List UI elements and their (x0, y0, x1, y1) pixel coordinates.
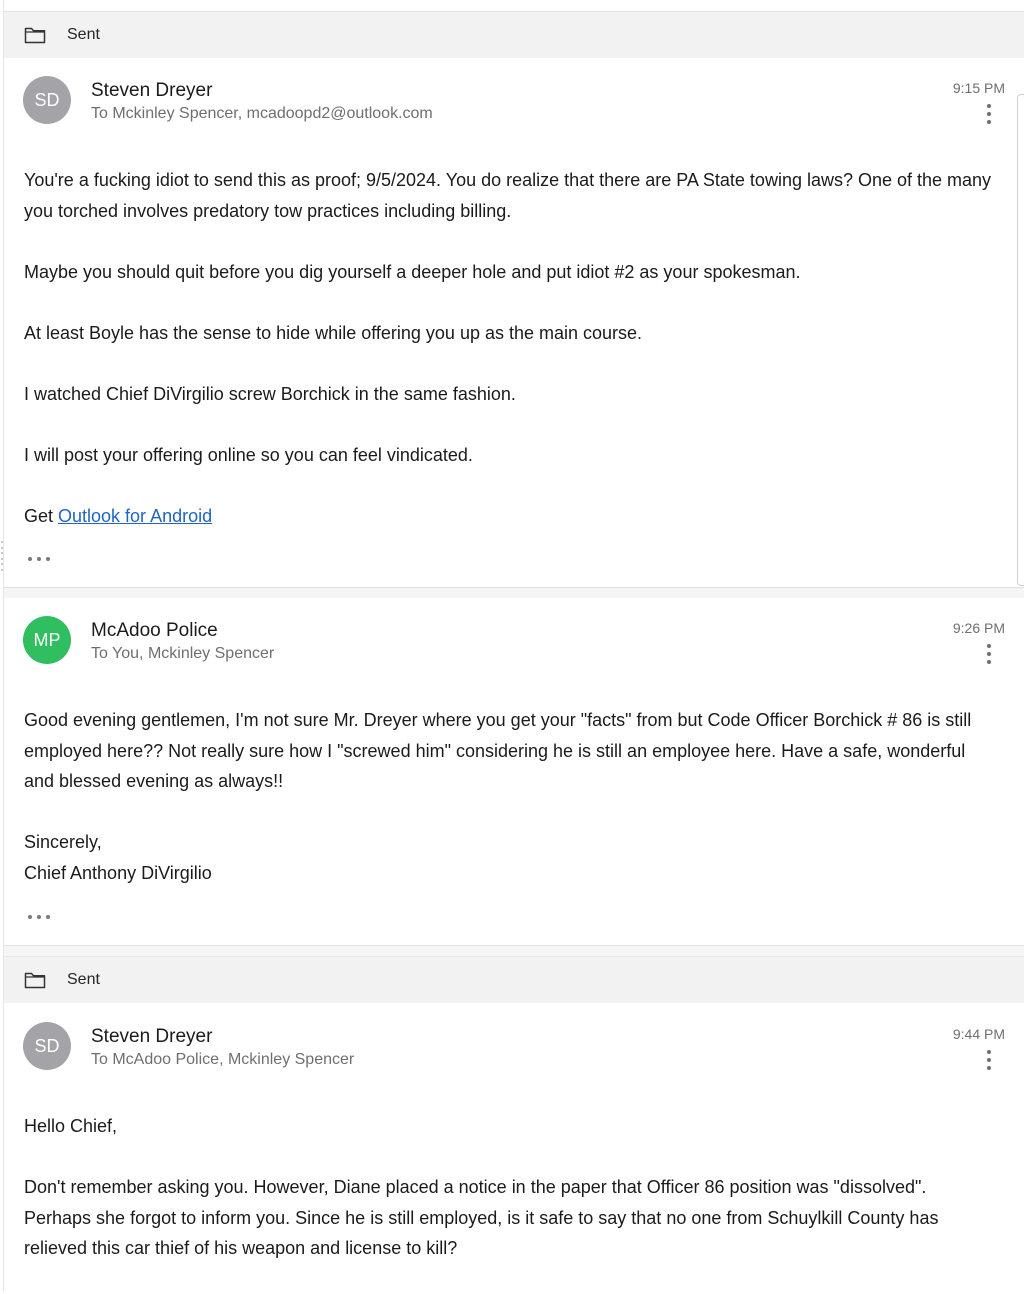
folder-label: Sent (67, 26, 100, 43)
recipients[interactable]: To McAdoo Police, Mckinley Spencer (91, 1051, 355, 1068)
body-paragraph: You're a fucking idiot to send this as proof; 9/5/2024. You do realize that there are PA State towing laws? One of the many you torched involves predatory tow practices including billing. (24, 170, 992, 221)
signature-prefix: Get (24, 505, 59, 526)
folder-icon (24, 968, 48, 992)
reading-pane (3, 0, 1024, 1292)
body-paragraph: Good evening gentlemen, I'm not sure Mr. Dreyer where you get your "facts" from but Code Officer Borchick # 86 is still employed here?? Not really sure how I "screwed him" considering he is still an employee here. Have a safe, wonderful and blessed evening as always!! (24, 710, 972, 791)
closing-name: Chief Anthony DiVirgilio (24, 862, 212, 883)
body-paragraph: I watched Chief DiVirgilio screw Borchick in the same fashion. (24, 383, 516, 404)
email-message[interactable] (4, 58, 1024, 586)
body-paragraph: Don't remember asking you. However, Diane placed a notice in the paper that Officer 86 position was "dissolved". Perhaps she forgot to inform you. Since he is still employed, is it safe to say that no one from Schuylkill County has relieved this car thief of his weapon and license to kill? (24, 1177, 939, 1258)
pane-resize-handle[interactable] (0, 541, 4, 571)
sender-name[interactable]: Steven Dreyer (91, 80, 213, 101)
folder-bar-sent[interactable] (4, 12, 1024, 58)
avatar: SD (23, 1022, 71, 1070)
folder-icon (24, 23, 48, 47)
top-edge (4, 0, 1024, 12)
email-message[interactable] (4, 598, 1024, 944)
avatar: MP (23, 616, 71, 664)
timestamp: 9:15 PM (952, 80, 1005, 96)
closing: Sincerely, (24, 832, 102, 852)
recipients[interactable]: To Mckinley Spencer, mcadoopd2@outlook.com (91, 105, 433, 122)
show-quoted-ellipsis-icon[interactable] (28, 556, 50, 562)
recipients[interactable]: To You, Mckinley Spencer (91, 645, 275, 662)
body-paragraph: I will post your offering online so you can feel vindicated. (24, 444, 473, 465)
more-options-icon[interactable] (979, 1048, 999, 1072)
signature-line (24, 501, 997, 532)
folder-bar-sent[interactable] (4, 957, 1024, 1003)
more-options-icon[interactable] (979, 642, 999, 666)
avatar: SD (23, 76, 71, 124)
body-paragraph: At least Boyle has the sense to hide while offering you up as the main course. (24, 322, 643, 343)
timestamp: 9:26 PM (952, 620, 1005, 636)
timestamp: 9:44 PM (952, 1026, 1005, 1042)
sender-name[interactable]: Steven Dreyer (91, 1026, 213, 1047)
more-options-icon[interactable] (979, 102, 999, 126)
body-paragraph: Maybe you should quit before you dig yourself a deeper hole and put idiot #2 as your spokesman. (24, 261, 801, 282)
body-paragraph: Hello Chief, (24, 1116, 118, 1136)
message-body (24, 705, 997, 919)
outlook-android-link[interactable]: Outlook for Android (58, 505, 213, 526)
message-divider (4, 945, 1024, 957)
sender-name[interactable]: McAdoo Police (91, 620, 218, 641)
scrollbar[interactable] (1017, 94, 1024, 586)
email-message[interactable] (4, 1004, 1024, 1292)
show-quoted-ellipsis-icon[interactable] (28, 914, 50, 920)
folder-label: Sent (67, 971, 100, 988)
message-body (24, 165, 997, 562)
message-body (24, 1111, 997, 1294)
